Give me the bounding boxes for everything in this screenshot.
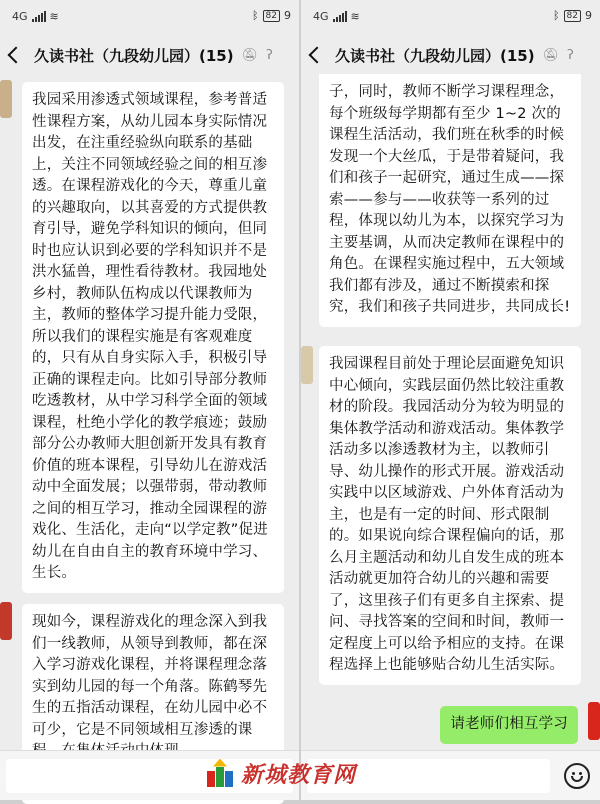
signal-indicator bbox=[12, 10, 59, 23]
back-icon[interactable] bbox=[8, 47, 25, 64]
signal-bars-icon bbox=[32, 11, 46, 22]
message-bubble[interactable]: 我园采用渗透式领域课程，参考普适性课程方案，从幼儿园本身实际情况出发，在注重经验纵向联系的基础上，关注不同领域经验之间的相互渗透。在课程游戏化的今天，尊重儿童的兴趣取向，以其喜爱的方式提供教育引导，避免学科知识的倾向，但同时也应认识到必要的学科知识并不是洪水猛兽，理性看待教材。我园地处乡村，教师队伍构成以代课教师为主，教师的整体学习提升能力受限，所以我们的课程实施是有客观难度的，只有从自身实际入手，积极引导正确的课程走向。比如引导部分教师吃透教材，从中学习科学全面的领域课程，杜绝小学化的教学痕迹；鼓励部分公办教师大胆创新开发具有教育价值的班本课程，引导幼儿在游戏活动中全面发展；以强带弱，带动教师之间的相互学习，推动全园课程的游戏化、生活化，走向“以学定教”促进幼儿在自由自主的教育环境中学习、生长。 bbox=[22, 82, 284, 593]
avatar[interactable] bbox=[0, 80, 12, 118]
books-logo-icon bbox=[205, 759, 235, 789]
back-icon[interactable] bbox=[309, 47, 326, 64]
bluetooth-icon: ᛒ bbox=[552, 9, 560, 22]
status-bar bbox=[301, 0, 600, 36]
watermark bbox=[205, 758, 356, 789]
network-type: 4G bbox=[313, 10, 329, 23]
self-avatar[interactable] bbox=[588, 702, 600, 740]
battery-icon: 82 bbox=[564, 10, 581, 22]
avatar[interactable] bbox=[0, 602, 12, 640]
left-phone-screen bbox=[0, 0, 299, 800]
signal-indicator bbox=[313, 10, 360, 23]
earpiece-icon: ʔ bbox=[266, 47, 273, 63]
clock: 9 bbox=[284, 9, 291, 22]
message-list[interactable] bbox=[301, 74, 600, 750]
chat-title: 久读书社（九段幼儿园）(15) bbox=[335, 46, 535, 65]
mute-icon: 🔕︎ bbox=[241, 47, 259, 63]
clock: 9 bbox=[585, 9, 592, 22]
message-bubble-self[interactable]: 请老师们相互学习 bbox=[440, 706, 578, 744]
network-type: 4G bbox=[12, 10, 28, 23]
bluetooth-icon: ᛒ bbox=[251, 9, 259, 22]
mute-icon: 🔕︎ bbox=[542, 47, 560, 63]
status-bar bbox=[0, 0, 299, 36]
status-right bbox=[252, 9, 291, 22]
avatar[interactable] bbox=[301, 346, 313, 384]
chat-title-bar bbox=[301, 36, 600, 74]
battery-icon: 82 bbox=[263, 10, 280, 22]
message-bubble[interactable]: 子，同时，教师不断学习课程理念，每个班级每学期都有至少 1~2 次的课程生活活动，我们班在秋季的时候发现一个大丝瓜，于是带着疑问，我们和孩子一起研究，通过生成——探索——参与——收获等一系列的过程，体现以幼儿为本，以探究学习为主要基调，从而决定教师在课程中的角色。在课程实施过程中，五大领域我们都有涉及，通过不断摸索和探究，我们和孩子共同进步，共同成长! bbox=[319, 74, 581, 327]
chat-title-bar bbox=[0, 36, 299, 74]
watermark-text: 新城教育网 bbox=[241, 763, 357, 788]
message-list[interactable] bbox=[0, 74, 299, 750]
message-bubble[interactable]: 现如今，课程游戏化的理念深入到我们一线教师，从领导到教师，都在深入学习游戏化课程，并将课程理念落实到幼儿园的每一个角落。陈鹤琴先生的五指活动课程，在幼儿园中必不可少，它是不同领域相互渗透的课 bbox=[22, 604, 284, 804]
chat-title: 久读书社（九段幼儿园）(15) bbox=[34, 46, 234, 65]
wifi-icon: ≋ bbox=[49, 10, 59, 23]
wifi-icon: ≋ bbox=[350, 10, 360, 23]
right-phone-screen bbox=[301, 0, 600, 800]
earpiece-icon: ʔ bbox=[567, 47, 574, 63]
status-right bbox=[553, 9, 592, 22]
signal-bars-icon bbox=[333, 11, 347, 22]
message-bubble[interactable]: 我园课程目前处于理论层面避免知识中心倾向，实践层面仍然比较注重教材的阶段。我园活动分为较为明显的集体教学活动和游戏活动。集体教学活动多以渗透教材为主，以教师引导、幼儿操作的形式开展。游戏活动实践中以区域游戏、户外体育活动为主，也是有一定的时间、形式限制的。如果说向综合课程偏向的话，那么月主题活动和幼儿自发生成的班本活动就更加符合幼儿的兴趣和需要了，这里孩子们有更多自主探索、提问、寻找答案的空间和时间，教师一定程度上可以给予相应的支持。在课程选择上也能够贴合幼儿生活实际。 bbox=[319, 346, 581, 685]
emoji-icon[interactable] bbox=[564, 763, 590, 789]
